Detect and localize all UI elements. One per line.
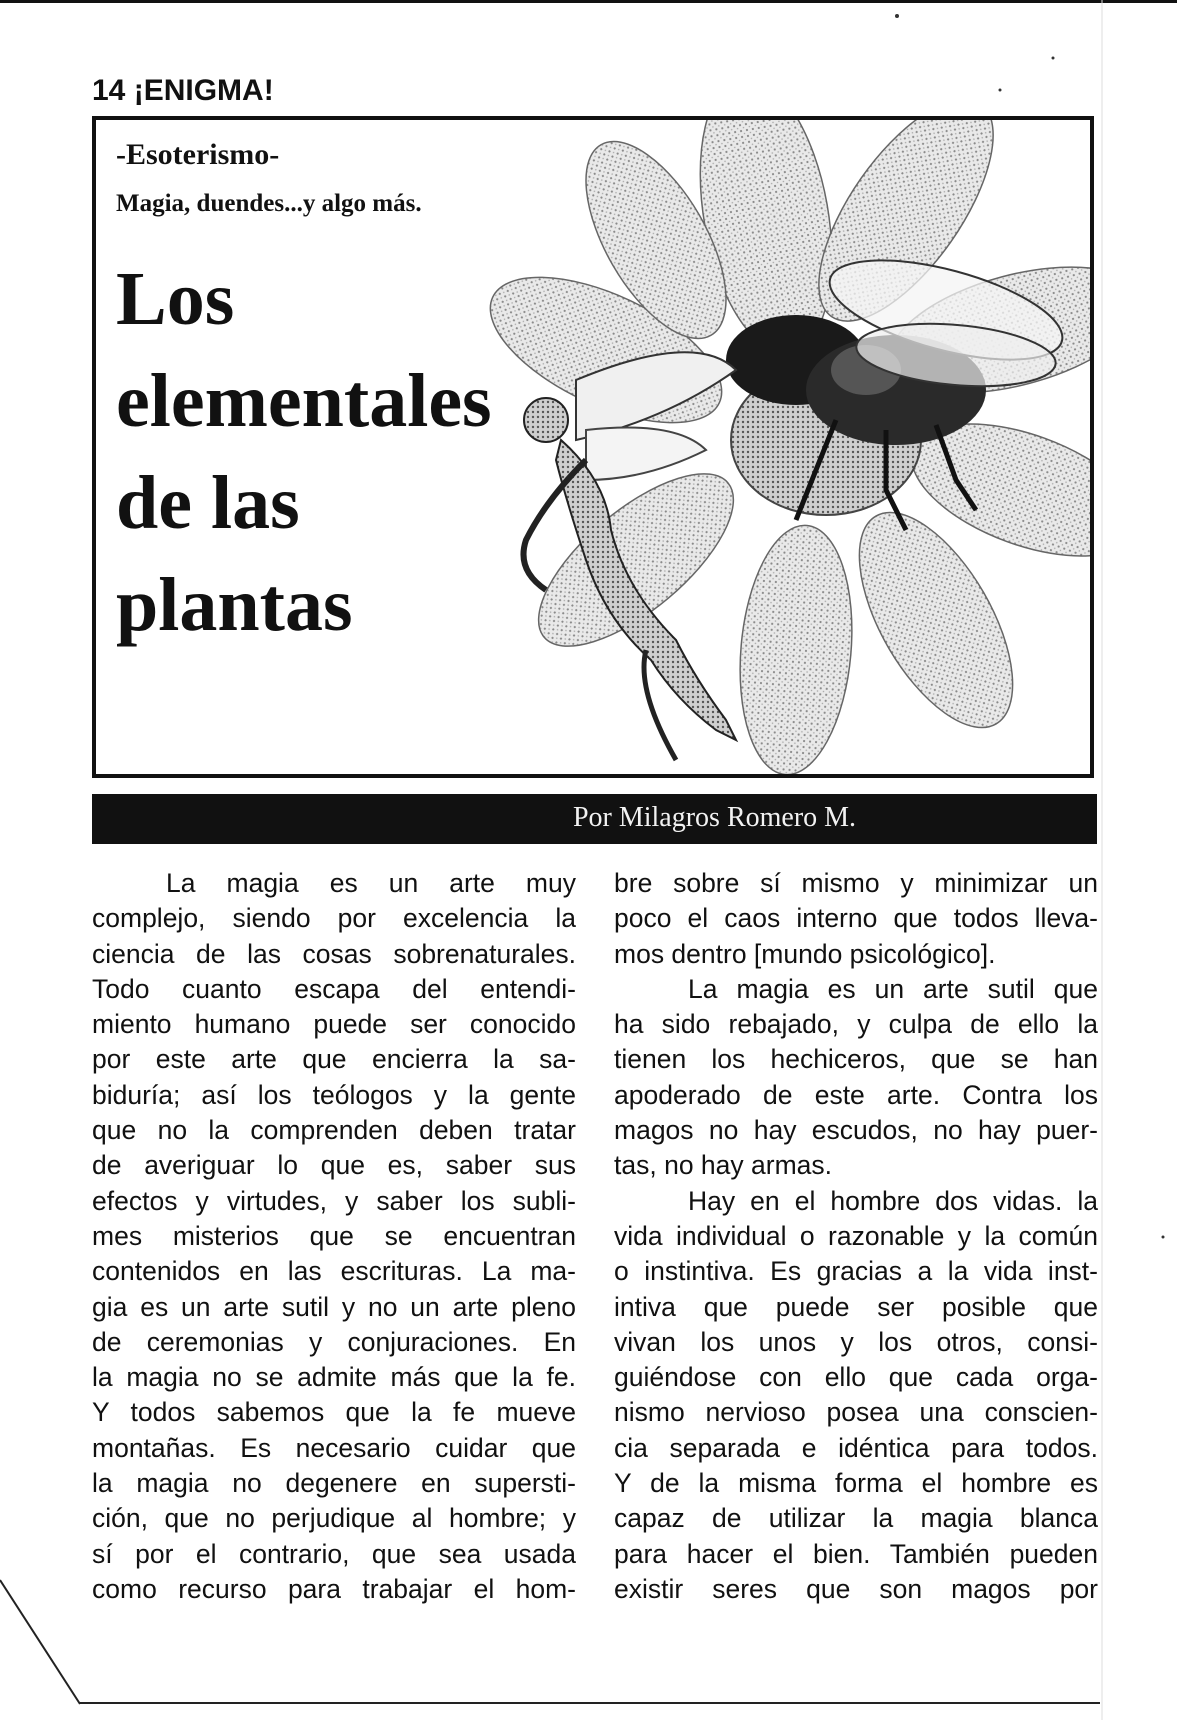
headline-line: plantas	[116, 563, 353, 647]
text-line: bre sobre sí mismo y minimizar un	[614, 868, 1098, 898]
text-line: mes misterios que se encuentran	[92, 1220, 576, 1251]
flower-fairy-bee-illustration	[436, 120, 1094, 778]
text-line: vida individual o razonable y la común	[614, 1220, 1098, 1251]
text-line: ción, que no perjudique al hombre; y	[92, 1503, 576, 1534]
text-line: ciencia de las cosas sobrenaturales.	[92, 938, 576, 969]
text-line: que no la comprenden deben tratar	[92, 1115, 576, 1146]
byline: Por Milagros Romero M.	[572, 802, 857, 833]
text-line: complejo, siendo por excelencia la	[92, 903, 576, 934]
text-line: para hacer el bien. También pueden	[614, 1538, 1098, 1569]
scan-edge-bottom	[80, 1702, 1100, 1704]
page-header: 14 ¡ENIGMA!	[92, 74, 274, 107]
text-line: tienen los hechiceros, que se han	[614, 1044, 1098, 1075]
article-column-right	[614, 866, 1098, 1607]
text-line: la magia no degenere en supersti-	[92, 1468, 576, 1499]
text-line: nismo nervioso posea una conscien-	[614, 1397, 1098, 1428]
section-label: -Esoterismo-	[116, 138, 280, 171]
headline-line: de las	[116, 461, 300, 545]
text-line: gia es un arte sutil y no un arte pleno	[92, 1291, 576, 1322]
text-line: apoderado de este arte. Contra los	[614, 1079, 1098, 1110]
text-line: de ceremonias y conjuraciones. En	[92, 1326, 576, 1357]
text-line: cia separada e idéntica para todos.	[614, 1432, 1098, 1463]
headline-line: elementales	[116, 359, 492, 443]
text-line: o instintiva. Es gracias a la vida inst-	[614, 1256, 1098, 1287]
text-line: capaz de utilizar la magia blanca	[614, 1503, 1098, 1534]
article-headline	[116, 248, 492, 656]
text-line: como recurso para trabajar el hom-	[92, 1573, 576, 1604]
text-line: poco el caos interno que todos lleva-	[614, 903, 1098, 934]
text-line: magos no hay escudos, no hay puer-	[614, 1115, 1098, 1146]
byline-bar	[92, 794, 1097, 844]
text-line: ha sido rebajado, y culpa de ello la	[614, 1009, 1098, 1040]
text-line: miento humano puede ser conocido	[92, 1009, 576, 1040]
text-line: La magia es un arte muy	[166, 868, 576, 898]
text-line: La magia es un arte sutil que	[688, 973, 1098, 1004]
text-line: de averiguar lo que es, saber sus	[92, 1150, 576, 1181]
title-box	[92, 116, 1094, 778]
headline-line: Los	[116, 257, 235, 341]
text-line: vivan los unos y los otros, consi-	[614, 1326, 1098, 1357]
text-line: Hay en el hombre dos vidas. la	[688, 1185, 1098, 1216]
text-line: tas, no hay armas.	[614, 1150, 832, 1181]
text-line: biduría; así los teólogos y la gente	[92, 1079, 576, 1110]
article-subtitle: Magia, duendes...y algo más.	[116, 190, 422, 217]
text-line: mos dentro [mundo psicológico].	[614, 938, 996, 969]
text-line: contenidos en las escrituras. La ma-	[92, 1256, 576, 1287]
text-line: guiéndose con ello que cada orga-	[614, 1362, 1098, 1393]
text-line: existir seres que son magos por	[614, 1573, 1098, 1604]
text-line: la magia no se admite más que la fe.	[92, 1362, 576, 1393]
text-line: por este arte que encierra la sa-	[92, 1044, 576, 1075]
text-line: Todo cuanto escapa del entendi-	[92, 973, 576, 1004]
text-line: sí por el contrario, que sea usada	[92, 1538, 576, 1569]
text-line: montañas. Es necesario cuidar que	[92, 1432, 576, 1463]
text-line: Y todos sabemos que la fe mueve	[92, 1397, 576, 1428]
text-line: efectos y virtudes, y saber los subli-	[92, 1185, 576, 1216]
text-line: Y de la misma forma el hombre es	[614, 1468, 1098, 1499]
article-column-left	[92, 866, 576, 1607]
text-line: intiva que puede ser posible que	[614, 1291, 1098, 1322]
